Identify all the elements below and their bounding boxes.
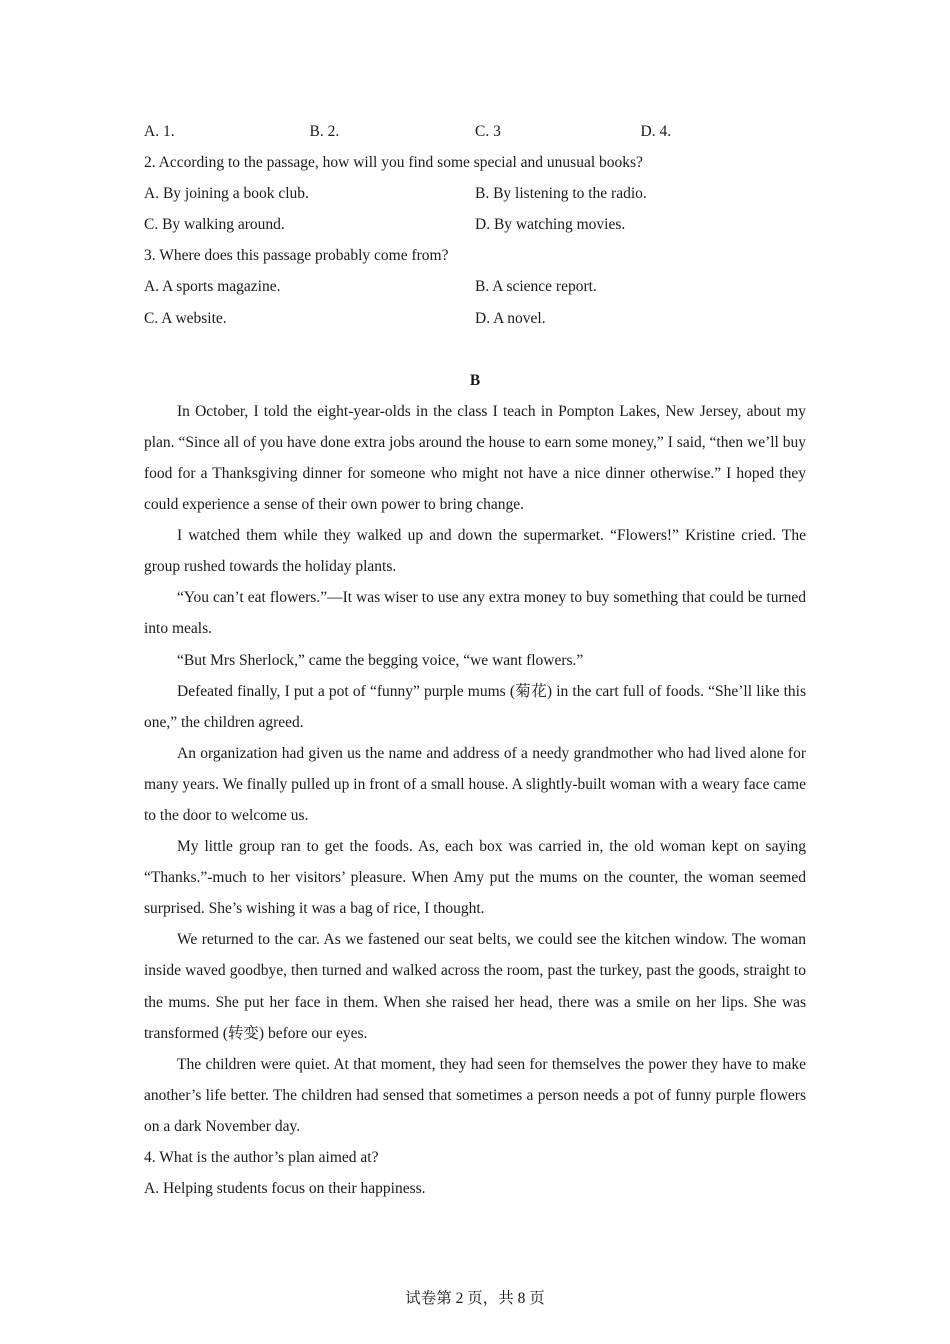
q1-option-b: B. 2. — [309, 123, 340, 140]
q3-question: 3. Where does this passage probably come from? — [144, 247, 449, 265]
q1-option-d: D. 4. — [640, 123, 672, 140]
q4-option-a: A. Helping students focus on their happiness. — [144, 1180, 426, 1198]
q3-option-b: B. A science report. — [475, 278, 597, 296]
q1-option-c: C. 3 — [475, 123, 501, 140]
paragraph: I watched them while they walked up and down the supermarket. “Flowers!” Kristine cried. The group rushed towards the holiday plants. — [144, 527, 806, 576]
paragraph: Defeated finally, I put a pot of “funny” purple mums (菊花) in the cart full of foods. “She’ll like this one,” the children agreed. — [144, 682, 806, 731]
q3-options-row-2 — [144, 303, 806, 334]
paragraph: The children were quiet. At that moment, they had seen for themselves the power they have to make another’s life better. The children had sensed that sometimes a person needs a pot of funny purple flowers on a dark November day. — [144, 1055, 806, 1135]
q3-option-c: C. A website. — [144, 309, 227, 327]
q4-question: 4. What is the author’s plan aimed at? — [144, 1149, 379, 1166]
q1-option-a: A. 1. — [144, 123, 175, 140]
q2-question: 2. According to the passage, how will you find some special and unusual books? — [144, 154, 643, 172]
paragraph: “But Mrs Sherlock,” came the begging voice, “we want flowers.” — [177, 651, 584, 669]
paragraph: We returned to the car. As we fastened our seat belts, we could see the kitchen window. The woman inside waved goodbye, then turned and walked across the room, past the turkey, past the goods, straight to the mums. She put her face in them. When she raised her head, there was a smile on her lips. She was transformed (转变) before our eyes. — [144, 931, 806, 1042]
page-content — [144, 116, 806, 1204]
paragraph: My little group ran to get the foods. As, each box was carried in, the old woman kept on saying “Thanks.”-much to her visitors’ pleasure. When Amy put the mums on the counter, the woman seemed surprised. She’s wishing it was a bag of rice, I thought. — [144, 838, 806, 918]
q3-option-a: A. A sports magazine. — [144, 278, 281, 296]
q3-option-d: D. A novel. — [475, 309, 546, 327]
q2-options-row-2 — [144, 209, 806, 240]
q2-option-d: D. By watching movies. — [475, 216, 626, 234]
paragraph: An organization had given us the name and address of a needy grandmother who had lived alone for many years. We finally pulled up in front of a small house. A slightly-built woman with a weary face came to the door to welcome us. — [144, 744, 806, 824]
page-footer: 试卷第 2 页，共 8 页 — [405, 1290, 545, 1307]
q3-options-row-1 — [144, 271, 806, 302]
q2-options-row-1 — [144, 178, 806, 209]
q2-option-a: A. By joining a book club. — [144, 185, 309, 203]
q1-options — [144, 116, 806, 147]
paragraph: In October, I told the eight-year-olds in the class I teach in Pompton Lakes, New Jersey, about my plan. “Since all of you have done extra jobs around the house to earn some money,” I said, “then we’ll buy food for a Thanksgiving dinner for someone who might not have a nice dinner otherwise.” I hoped they could experience a sense of their own power to bring change. — [144, 402, 806, 514]
q2-option-c: C. By walking around. — [144, 216, 285, 234]
q2-option-b: B. By listening to the radio. — [475, 185, 647, 203]
section-b-title: B — [469, 371, 481, 389]
paragraph: “You can’t eat flowers.”—It was wiser to use any extra money to buy something that could be turned into meals. — [144, 589, 806, 638]
